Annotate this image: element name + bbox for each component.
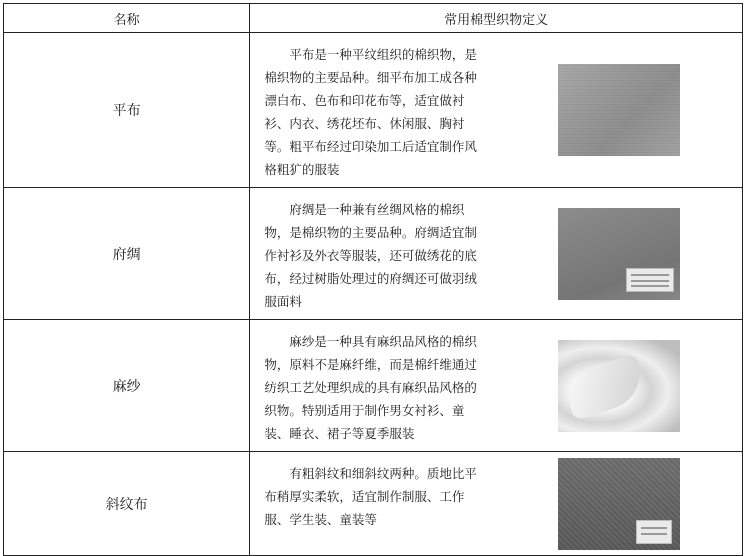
fabric-name: 麻纱: [4, 320, 250, 452]
table-row: [4, 320, 743, 452]
header-definition: 常用棉型织物定义: [250, 4, 743, 33]
plain-cloth-sample-image: [558, 64, 680, 156]
fabric-name: 斜纹布: [4, 452, 250, 556]
table-row: [4, 452, 743, 556]
fabric-label-tag: [626, 268, 674, 292]
fabric-definition: 有粗斜纹和细斜纹两种。质地比平布稍厚实柔软，适宜制作制服、工作服、学生装、童装等: [250, 452, 496, 556]
fabric-definition: 府绸是一种兼有丝绸风格的棉织物，是棉织物的主要品种。府绸适宜制作衬衫及外衣等服装，还可做绣花的底布，经过树脂处理过的府绸还可做羽绒服面料: [250, 188, 496, 320]
table-row: [4, 188, 743, 320]
cotton-fabric-table: [3, 3, 743, 556]
fabric-definition: 麻纱是一种具有麻织品风格的棉织物，原料不是麻纤维，而是棉纤维通过纺织工艺处理织成的具有麻织品风格的织物。特别适用于制作男女衬衫、童装、睡衣、裙子等夏季服装: [250, 320, 496, 452]
header-name: 名称: [4, 4, 250, 33]
fabric-name: 府绸: [4, 188, 250, 320]
folded-fabric: [561, 353, 649, 421]
hair-cords-sample-image: [558, 340, 680, 432]
fabric-definition: 平布是一种平纹组织的棉织物，是棉织物的主要品种。细平布加工成各种漂白布、色布和印花布等，适宜做衬衫、内衣、绣花坯布、休闲服、胸衬等。粗平布经过印染加工后适宜制作风格粗犷的服装: [250, 33, 496, 188]
drill-sample-image: [558, 458, 680, 550]
fabric-label-tag: [636, 520, 672, 544]
table-row: [4, 33, 743, 188]
fabric-name: 平布: [4, 33, 250, 188]
poplin-sample-image: [558, 208, 680, 300]
table-header-row: [4, 4, 743, 33]
